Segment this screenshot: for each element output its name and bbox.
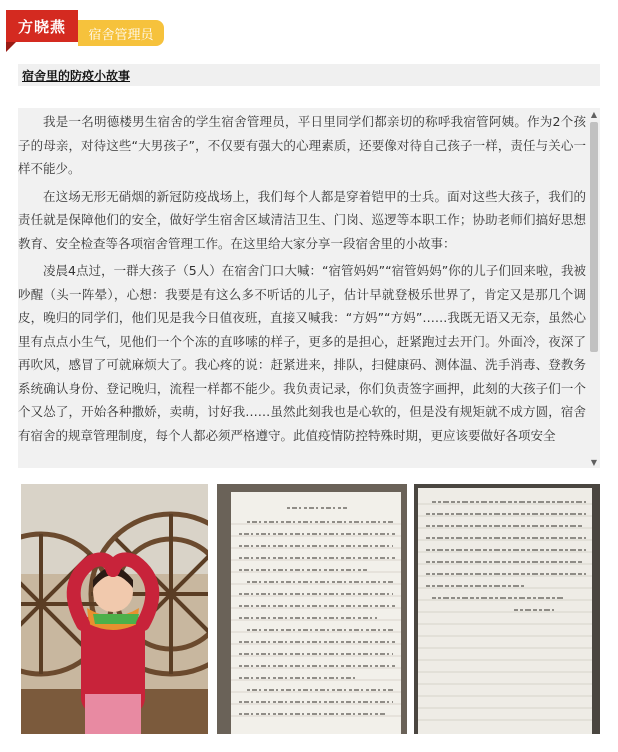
tag-fold-decoration: [6, 42, 16, 52]
photo-handwritten-letter-1: [217, 484, 407, 734]
photo-person-image: [21, 484, 208, 734]
photo-handwritten-letter-2: [414, 484, 600, 734]
article-text-box[interactable]: [18, 108, 600, 468]
author-name: 方晓燕: [6, 10, 78, 42]
scroll-down-icon[interactable]: ▼: [590, 457, 598, 467]
letter-page-2-image: [414, 484, 600, 734]
scroll-thumb[interactable]: [590, 122, 598, 352]
article-title-bar: [18, 64, 600, 86]
scroll-up-icon[interactable]: ▲: [590, 109, 598, 119]
article-title: 宿舍里的防疫小故事: [22, 68, 131, 83]
letter-page-1-image: [217, 484, 407, 734]
paragraph-3: 凌晨4点过，一群大孩子（5人）在宿舍门口大喊：“宿管妈妈”“宿管妈妈”你的儿子们回来啦，我被吵醒（头一阵晕），心想：我要是有这么多不听话的儿子，估计早就登极乐世界了，肯定又是那几个调皮，晚归的同学们，他们见是我今日值夜班，直接又喊我：“方妈”“方妈”……我既无语又无奈，虽然心里有点点小生气，见他们一个个冻的直哆嗦的样子，更多的是担心，赶紧跑过去开门。外面冷，夜深了再吹风，感冒了可就麻烦大了。我心疼的说：赶紧进来，排队，扫健康码、测体温、洗手消毒、登教务系统确认身份、登记晚归，流程一样都不能少。我负责记录，你们负责签字画押，此刻的大孩子们一个个又怂了，开始各种撒娇，卖萌，讨好我……虽然此刻我也是心软的，但是没有规矩就不成方圆，宿舍有宿舍的规章管理制度，每个人都必须严格遵守。此值疫情防控特殊时期，更应该要做好各项安全: [18, 263, 586, 443]
photo-person: [21, 484, 208, 734]
vertical-scrollbar[interactable]: [588, 108, 600, 468]
author-tag: [6, 6, 176, 50]
paragraph-2: 在这场无形无硝烟的新冠防疫战场上，我们每个人都是穿着铠甲的士兵。面对这些大孩子，我们的责任就是保障他们的安全，做好学生宿舍区域清洁卫生、门岗、巡逻等本职工作；协助老师们搞好思想教育、安全检查等各项宿舍管理工作。在这里给大家分享一段宿舍里的小故事：: [18, 188, 586, 251]
paragraph-1: 我是一名明德楼男生宿舍的学生宿舍管理员，平日里同学们都亲切的称呼我宿管阿姨。作为2个孩子的母亲，对待这些“大男孩子”，不仅要有强大的心理素质，还要像对待自己孩子一样，责任与关心一样不能少。: [18, 114, 586, 176]
author-role: 宿舍管理员: [78, 20, 164, 46]
article-body: [18, 108, 588, 451]
